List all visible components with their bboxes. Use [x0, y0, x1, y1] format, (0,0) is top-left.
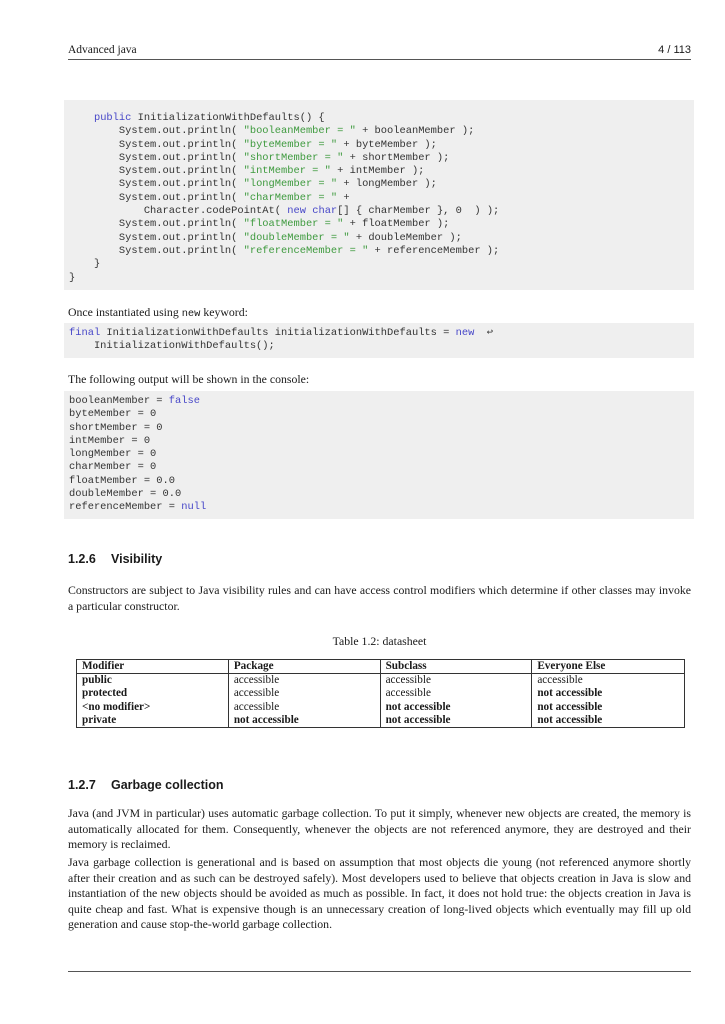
table-cell: not accessible: [532, 687, 685, 700]
datasheet-table: [76, 659, 685, 728]
code-line: Character.codePointAt( new char[] { charMember }, 0 ) );: [69, 205, 500, 218]
code-line: floatMember = 0.0: [69, 474, 176, 487]
paragraph-visibility: Constructors are subject to Java visibility rules and can have access control modifiers which determine if other classes may invoke a particular constructor.: [68, 583, 691, 613]
code-line: }: [69, 271, 76, 284]
code-line: intMember = 0: [69, 434, 151, 447]
code-line: shortMember = 0: [69, 421, 163, 434]
table-cell: accessible: [228, 687, 380, 700]
code-line: charMember = 0: [69, 461, 157, 474]
code-line: System.out.println( "shortMember = " + shortMember );: [69, 151, 450, 164]
section-heading-garbage-collection: 1.2.7 Garbage collection: [68, 778, 224, 792]
code-line: System.out.println( "byteMember = " + byteMember );: [69, 138, 437, 151]
table-row: [77, 714, 685, 728]
code-line: System.out.println( "floatMember = " + floatMember );: [69, 218, 450, 231]
table-cell: accessible: [380, 674, 532, 688]
page-number: 4 / 113: [658, 44, 691, 56]
code-line: InitializationWithDefaults();: [69, 340, 275, 353]
code-line: System.out.println( "longMember = " + longMember );: [69, 178, 437, 191]
table-cell: not accessible: [228, 714, 380, 728]
code-line: System.out.println( "intMember = " + intMember );: [69, 165, 425, 178]
code-line: booleanMember = false: [69, 395, 200, 407]
table-cell: protected: [77, 687, 229, 700]
table-cell: accessible: [380, 687, 532, 700]
table-cell: private: [77, 714, 229, 728]
table-header-cell: Subclass: [380, 660, 532, 674]
code-line: }: [69, 258, 101, 271]
code-line: System.out.println( "referenceMember = " + referenceMember );: [69, 244, 500, 257]
table-cell: <no modifier>: [77, 701, 229, 714]
code-line: longMember = 0: [69, 448, 157, 461]
table-row: [77, 701, 685, 714]
paragraph-gc-2: Java garbage collection is generational and is based on assumption that most objects die young (not referenced anymore shortly after their creation and as such can be destroyed safely). Most developers used to believe that objects creation in Java is slow and instantiation of the new objects should be avoided as much as possible. In fact, it does not hold true: the objects creation in Java is quite cheap and fast. What is expensive though is an unnecessary creation of long-lived objects which eventually may fill up old generation and cause stop-the-world garbage collection.: [68, 855, 691, 931]
table-header-cell: Modifier: [77, 660, 229, 674]
table-cell: not accessible: [532, 714, 685, 728]
table-cell: not accessible: [380, 701, 532, 714]
code-block-console-output: [64, 391, 694, 519]
table-cell: accessible: [228, 701, 380, 714]
code-block-constructor: [64, 100, 694, 290]
code-line: byteMember = 0: [69, 408, 157, 421]
table-header-cell: Package: [228, 660, 380, 674]
paragraph-instantiate: Once instantiated using new keyword:: [68, 305, 248, 320]
code-line: final InitializationWithDefaults initializationWithDefaults = new ↩: [69, 327, 494, 339]
header-divider: [68, 59, 691, 60]
table-cell: not accessible: [532, 701, 685, 714]
code-line: System.out.println( "doubleMember = " + doubleMember );: [69, 231, 462, 244]
page-header: [68, 44, 691, 60]
table-header-row: [77, 660, 685, 674]
code-line: referenceMember = null: [69, 501, 207, 514]
code-line: public InitializationWithDefaults() {: [93, 112, 325, 124]
inline-code-new: new: [181, 308, 201, 320]
table-cell: accessible: [532, 674, 685, 688]
table-cell: not accessible: [380, 714, 532, 728]
paragraph-gc-1: Java (and JVM in particular) uses automatic garbage collection. To put it simply, whenever new objects are created, the memory is automatically allocated for them. Consequently, whenever the objects are not referenced anymore, they are destroyed and their memory is reclaimed.: [68, 806, 691, 851]
footer-divider: [68, 971, 691, 972]
paragraph-output-intro: The following output will be shown in the console:: [68, 372, 310, 386]
table-caption: Table 1.2: datasheet: [332, 634, 427, 648]
code-block-instantiation: [64, 323, 694, 358]
code-line: System.out.println( "booleanMember = " + booleanMember );: [69, 125, 475, 138]
code-line: System.out.println( "charMember = " +: [69, 191, 350, 204]
table-row: [77, 674, 685, 688]
section-heading-visibility: 1.2.6 Visibility: [68, 552, 163, 566]
table-row: [77, 687, 685, 700]
table-header-cell: Everyone Else: [532, 660, 685, 674]
table-cell: public: [77, 674, 229, 688]
table-body: [77, 674, 685, 728]
code-line: doubleMember = 0.0: [69, 488, 182, 501]
document-title: Advanced java: [68, 44, 137, 56]
table-cell: accessible: [228, 674, 380, 688]
